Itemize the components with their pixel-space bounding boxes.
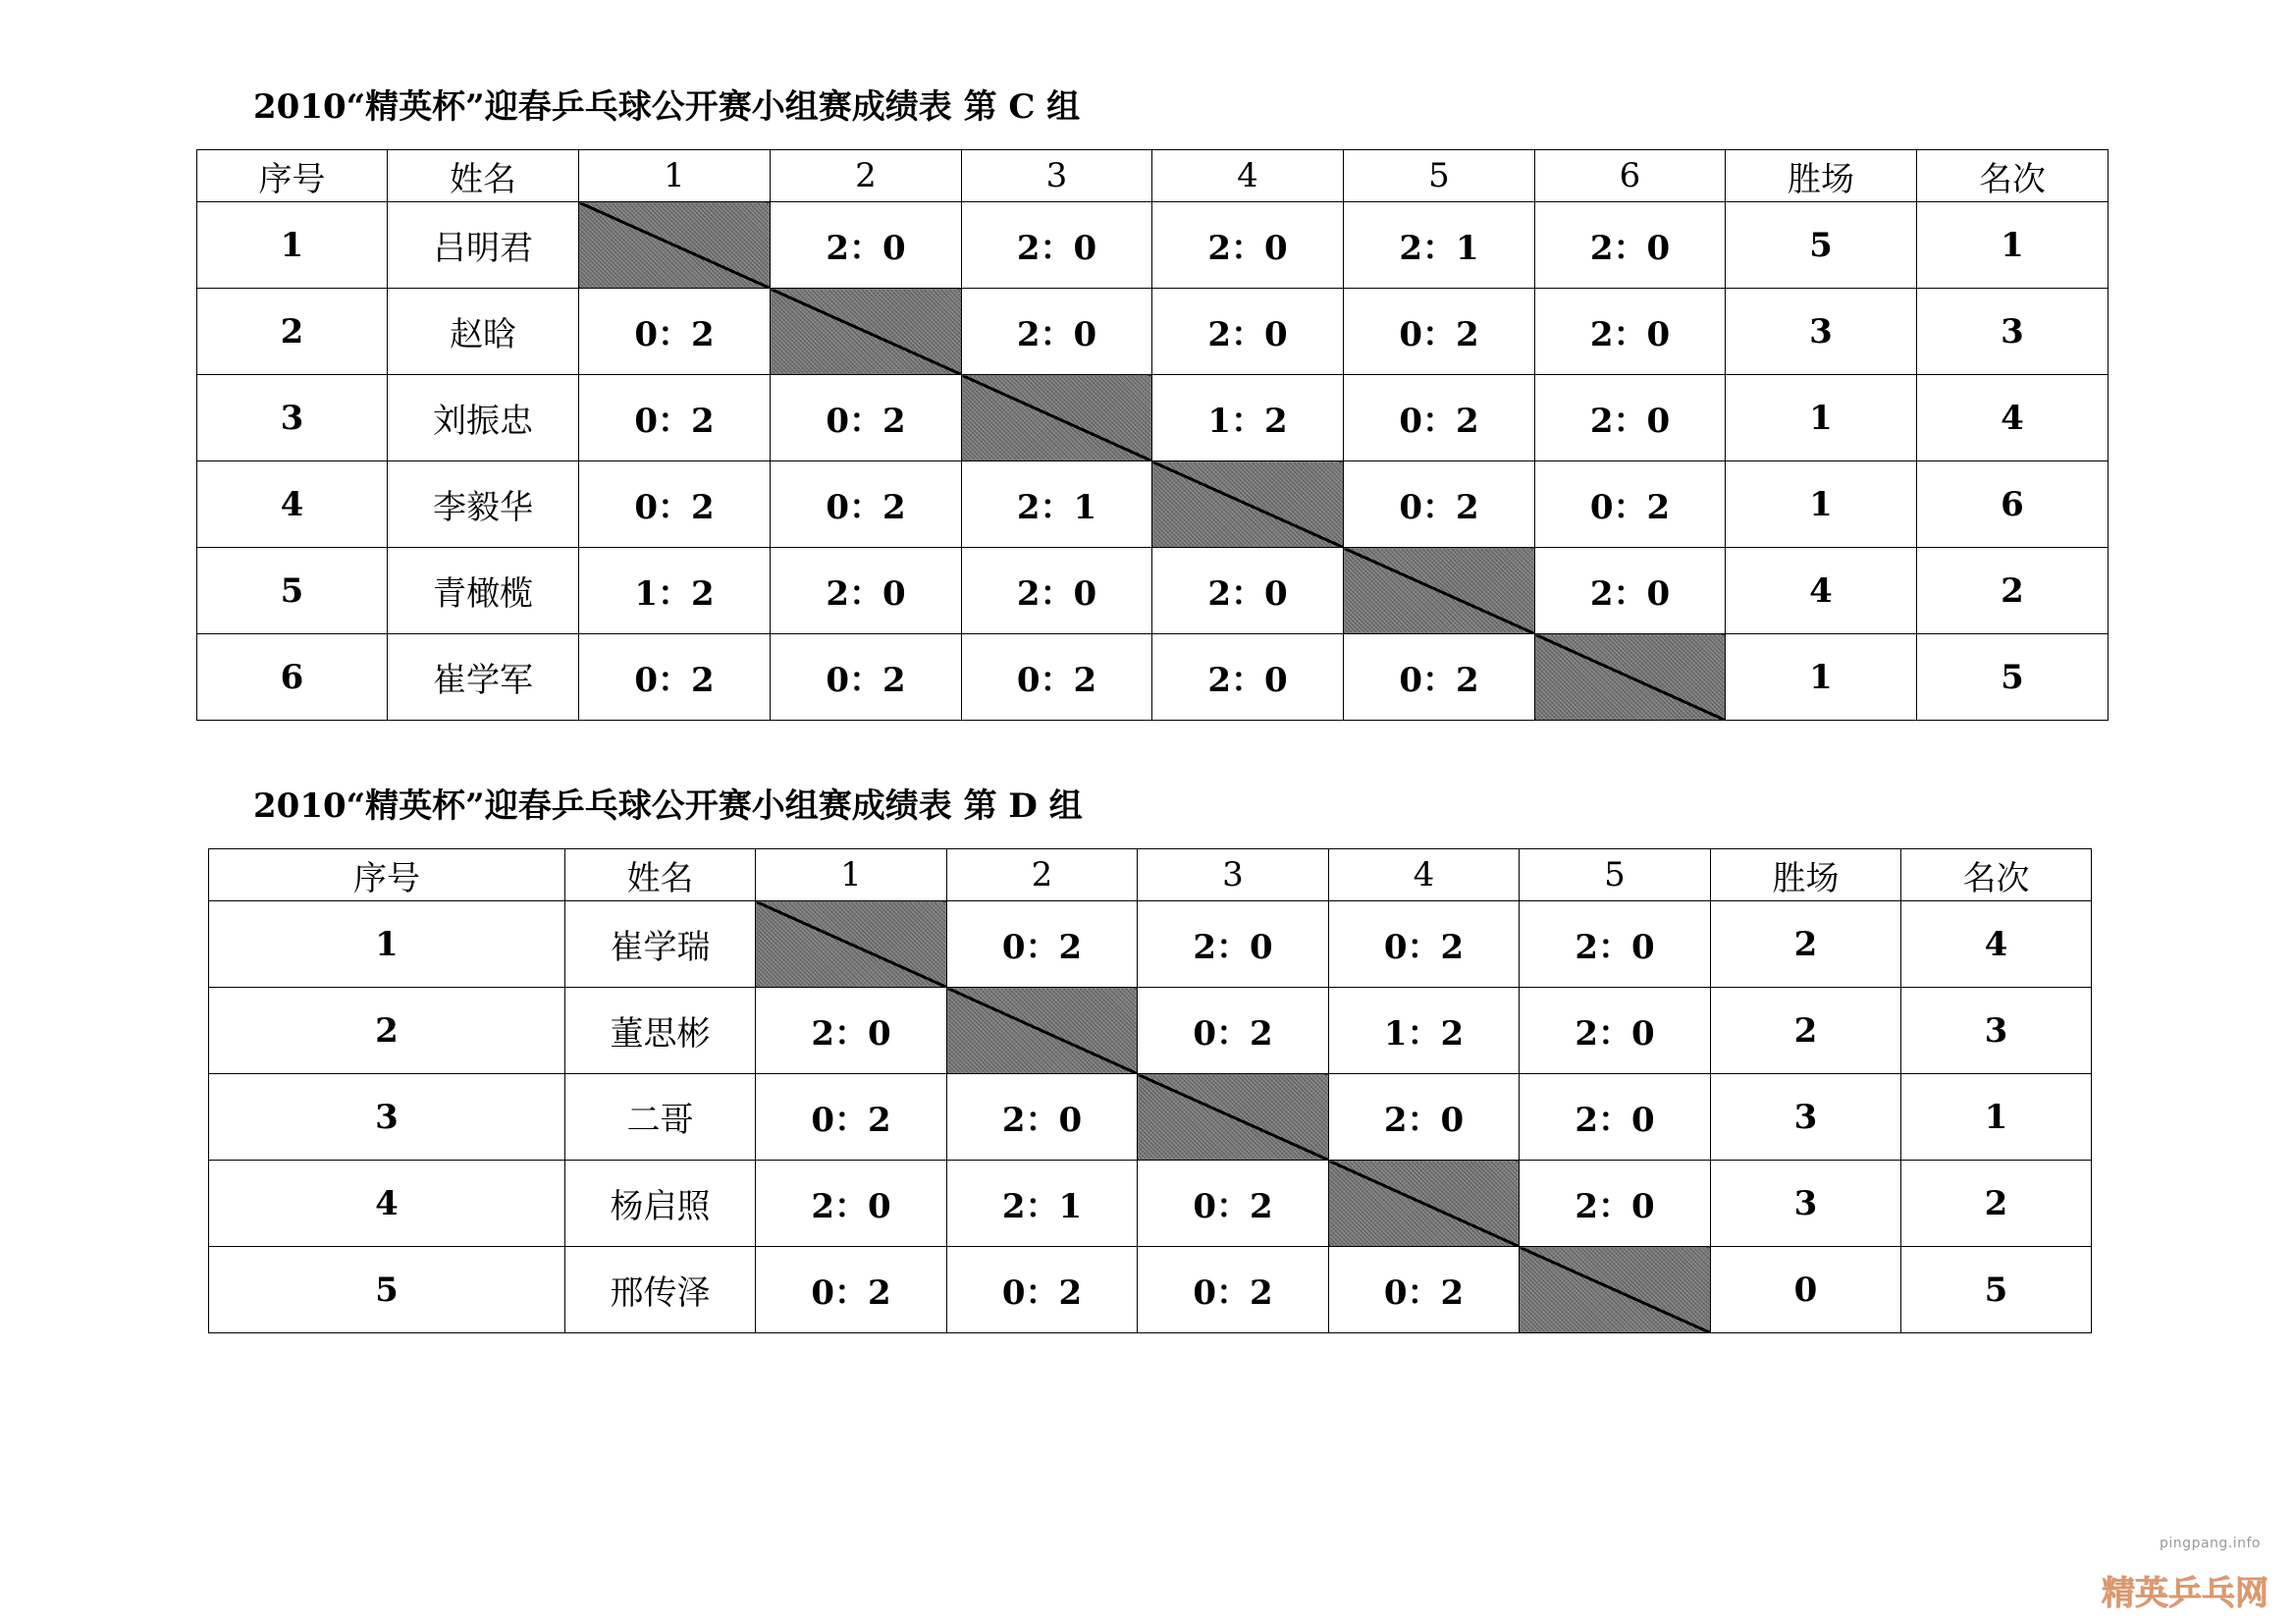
match-score: 2：0: [1152, 634, 1344, 721]
match-score: 2：0: [962, 202, 1152, 289]
match-score: 0：2: [579, 289, 771, 375]
match-score: 0：2: [579, 375, 771, 461]
player-row: [197, 202, 2109, 289]
column-header: 4: [1152, 150, 1344, 202]
player-name: 二哥: [565, 1074, 756, 1161]
player-name: 李毅华: [388, 461, 579, 548]
match-score: 2：1: [962, 461, 1152, 548]
match-score: 0：2: [1138, 1247, 1329, 1333]
self-match-cell: [962, 375, 1152, 461]
seed-number: 2: [197, 289, 388, 375]
column-header: 6: [1535, 150, 1726, 202]
match-score: 2：0: [1535, 202, 1726, 289]
group-d-title: 2010“精英杯”迎春乒乓球公开赛小组赛成绩表 第 D 组: [253, 786, 1083, 826]
seed-number: 6: [197, 634, 388, 721]
wins-count: 3: [1726, 289, 1917, 375]
match-score: 2：0: [1329, 1074, 1520, 1161]
final-rank: 5: [1901, 1247, 2092, 1333]
player-name: 董思彬: [565, 988, 756, 1074]
match-score: 1：2: [579, 548, 771, 634]
self-match-cell: [756, 901, 947, 988]
match-score: 0：2: [771, 375, 962, 461]
match-score: 2：0: [756, 988, 947, 1074]
match-score: 2：0: [771, 202, 962, 289]
final-rank: 2: [1901, 1161, 2092, 1247]
player-name: 崔学瑞: [565, 901, 756, 988]
match-score: 1：2: [1152, 375, 1344, 461]
header-row: [209, 849, 2092, 901]
player-row: [197, 375, 2109, 461]
match-score: 0：2: [1329, 1247, 1520, 1333]
self-match-cell: [1152, 461, 1344, 548]
match-score: 0：2: [1344, 289, 1535, 375]
player-row: [197, 289, 2109, 375]
player-row: [209, 1161, 2092, 1247]
match-score: 1：2: [1329, 988, 1520, 1074]
match-score: 2：0: [1535, 375, 1726, 461]
wins-count: 3: [1711, 1074, 1901, 1161]
final-rank: 3: [1901, 988, 2092, 1074]
wins-count: 5: [1726, 202, 1917, 289]
wins-count: 2: [1711, 988, 1901, 1074]
wins-count: 0: [1711, 1247, 1901, 1333]
column-header: 序号: [209, 849, 565, 901]
player-row: [209, 988, 2092, 1074]
column-header: 5: [1344, 150, 1535, 202]
column-header: 序号: [197, 150, 388, 202]
match-score: 2：0: [1152, 289, 1344, 375]
group-d-results-table: [208, 848, 2092, 1333]
match-score: 2：0: [1138, 901, 1329, 988]
column-header: 1: [756, 849, 947, 901]
match-score: 0：2: [1329, 901, 1520, 988]
match-score: 0：2: [1138, 988, 1329, 1074]
match-score: 2：0: [1535, 289, 1726, 375]
wins-count: 3: [1711, 1161, 1901, 1247]
wins-count: 4: [1726, 548, 1917, 634]
player-name: 吕明君: [388, 202, 579, 289]
wins-count: 1: [1726, 375, 1917, 461]
match-score: 2：0: [1152, 548, 1344, 634]
header-row: [197, 150, 2109, 202]
wins-count: 1: [1726, 634, 1917, 721]
column-header: 2: [771, 150, 962, 202]
column-header: 名次: [1901, 849, 2092, 901]
column-header: 3: [1138, 849, 1329, 901]
match-score: 2：0: [947, 1074, 1138, 1161]
column-header: 5: [1520, 849, 1711, 901]
wins-count: 2: [1711, 901, 1901, 988]
seed-number: 1: [197, 202, 388, 289]
player-row: [197, 548, 2109, 634]
final-rank: 4: [1901, 901, 2092, 988]
seed-number: 4: [209, 1161, 565, 1247]
player-row: [209, 901, 2092, 988]
seed-number: 3: [197, 375, 388, 461]
player-name: 赵晗: [388, 289, 579, 375]
match-score: 2：0: [1535, 548, 1726, 634]
seed-number: 3: [209, 1074, 565, 1161]
column-header: 胜场: [1711, 849, 1901, 901]
match-score: 0：2: [962, 634, 1152, 721]
column-header: 名次: [1917, 150, 2109, 202]
match-score: 2：0: [756, 1161, 947, 1247]
match-score: 0：2: [1344, 461, 1535, 548]
watermark-logo: 精英乒乓网: [2102, 1574, 2269, 1613]
column-header: 姓名: [565, 849, 756, 901]
match-score: 0：2: [947, 901, 1138, 988]
column-header: 1: [579, 150, 771, 202]
seed-number: 5: [209, 1247, 565, 1333]
match-score: 0：2: [1535, 461, 1726, 548]
final-rank: 4: [1917, 375, 2109, 461]
player-row: [197, 461, 2109, 548]
final-rank: 3: [1917, 289, 2109, 375]
group-c-results-table: [196, 149, 2109, 721]
seed-number: 4: [197, 461, 388, 548]
match-score: 2：0: [962, 289, 1152, 375]
match-score: 0：2: [579, 461, 771, 548]
match-score: 0：2: [756, 1247, 947, 1333]
group-c-title: 2010“精英杯”迎春乒乓球公开赛小组赛成绩表 第 C 组: [253, 87, 1081, 127]
match-score: 2：0: [962, 548, 1152, 634]
match-score: 0：2: [1344, 375, 1535, 461]
player-name: 崔学军: [388, 634, 579, 721]
match-score: 2：0: [771, 548, 962, 634]
column-header: 2: [947, 849, 1138, 901]
match-score: 2：1: [947, 1161, 1138, 1247]
self-match-cell: [579, 202, 771, 289]
final-rank: 1: [1917, 202, 2109, 289]
match-score: 2：0: [1520, 1161, 1711, 1247]
match-score: 0：2: [756, 1074, 947, 1161]
match-score: 0：2: [1138, 1161, 1329, 1247]
match-score: 0：2: [947, 1247, 1138, 1333]
seed-number: 2: [209, 988, 565, 1074]
match-score: 2：0: [1520, 901, 1711, 988]
self-match-cell: [1344, 548, 1535, 634]
player-name: 邢传泽: [565, 1247, 756, 1333]
column-header: 胜场: [1726, 150, 1917, 202]
final-rank: 6: [1917, 461, 2109, 548]
player-name: 刘振忠: [388, 375, 579, 461]
final-rank: 2: [1917, 548, 2109, 634]
column-header: 3: [962, 150, 1152, 202]
wins-count: 1: [1726, 461, 1917, 548]
match-score: 2：0: [1520, 988, 1711, 1074]
final-rank: 5: [1917, 634, 2109, 721]
player-row: [209, 1074, 2092, 1161]
site-watermark: [2102, 1536, 2269, 1614]
match-score: 2：0: [1520, 1074, 1711, 1161]
seed-number: 1: [209, 901, 565, 988]
seed-number: 5: [197, 548, 388, 634]
column-header: 4: [1329, 849, 1520, 901]
self-match-cell: [771, 289, 962, 375]
self-match-cell: [1520, 1247, 1711, 1333]
match-score: 0：2: [1344, 634, 1535, 721]
self-match-cell: [1329, 1161, 1520, 1247]
watermark-url: pingpang.info: [2160, 1536, 2261, 1551]
self-match-cell: [1535, 634, 1726, 721]
final-rank: 1: [1901, 1074, 2092, 1161]
match-score: 2：0: [1152, 202, 1344, 289]
self-match-cell: [947, 988, 1138, 1074]
column-header: 姓名: [388, 150, 579, 202]
match-score: 2：1: [1344, 202, 1535, 289]
match-score: 0：2: [771, 461, 962, 548]
player-name: 杨启照: [565, 1161, 756, 1247]
player-row: [209, 1247, 2092, 1333]
player-name: 青橄榄: [388, 548, 579, 634]
match-score: 0：2: [579, 634, 771, 721]
self-match-cell: [1138, 1074, 1329, 1161]
player-row: [197, 634, 2109, 721]
match-score: 0：2: [771, 634, 962, 721]
